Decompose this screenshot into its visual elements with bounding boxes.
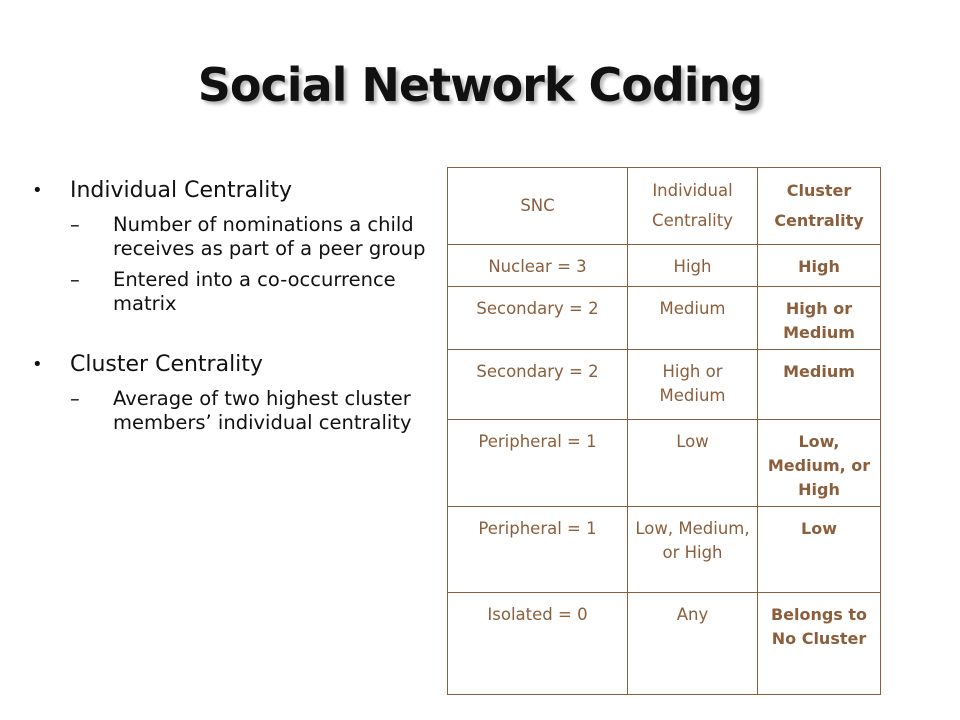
- dash-icon: –: [70, 268, 80, 291]
- bullet-text: Individual Centrality: [70, 178, 292, 203]
- table-cell: High: [758, 245, 881, 287]
- dash-icon: –: [70, 213, 80, 236]
- table-row: [448, 420, 881, 507]
- dash-icon: –: [70, 387, 80, 410]
- sub-bullet-text: Entered into a co-occurrence matrix: [113, 268, 396, 315]
- table-cell: Low: [758, 507, 881, 593]
- slide-title: Social Network Coding: [197, 58, 763, 112]
- table-cell: Low, Medium, or High: [628, 507, 758, 593]
- header-cell: SNC: [448, 168, 628, 245]
- table-cell: High or Medium: [758, 287, 881, 350]
- table-cell: Low, Medium, or High: [758, 420, 881, 507]
- bullet-individual-centrality: [32, 176, 432, 206]
- table-cell: Peripheral = 1: [448, 507, 628, 593]
- table-row: [448, 507, 881, 593]
- sub-bullet: [70, 387, 432, 435]
- table-cell: Isolated = 0: [448, 593, 628, 695]
- table-cell: Peripheral = 1: [448, 420, 628, 507]
- header-cell: Individual Centrality: [628, 168, 758, 245]
- bullet-cluster-centrality: [32, 350, 432, 380]
- table-cell: Medium: [628, 287, 758, 350]
- table-cell: Nuclear = 3: [448, 245, 628, 287]
- table-cell: High: [628, 245, 758, 287]
- header-cell: Cluster Centrality: [758, 168, 881, 245]
- bullet-icon: •: [32, 180, 43, 201]
- table-cell: Secondary = 2: [448, 287, 628, 350]
- table-row: [448, 350, 881, 420]
- sub-bullet: [70, 213, 432, 261]
- table-cell: Low: [628, 420, 758, 507]
- snc-table: [447, 167, 881, 695]
- sub-bullet-text: Average of two highest cluster members’ individual centrality: [113, 387, 412, 434]
- table-cell: Medium: [758, 350, 881, 420]
- bullet-icon: •: [32, 354, 43, 375]
- sub-bullet: [70, 268, 432, 316]
- sub-bullet-text: Number of nominations a child receives as part of a peer group: [113, 213, 426, 260]
- bullet-list: [32, 176, 432, 435]
- table-cell: Any: [628, 593, 758, 695]
- bullet-text: Cluster Centrality: [70, 352, 263, 377]
- table-header-row: [448, 168, 881, 245]
- table-row: [448, 245, 881, 287]
- table-row: [448, 287, 881, 350]
- table-cell: High or Medium: [628, 350, 758, 420]
- table-cell: Secondary = 2: [448, 350, 628, 420]
- table-cell: Belongs to No Cluster: [758, 593, 881, 695]
- table-row: [448, 593, 881, 695]
